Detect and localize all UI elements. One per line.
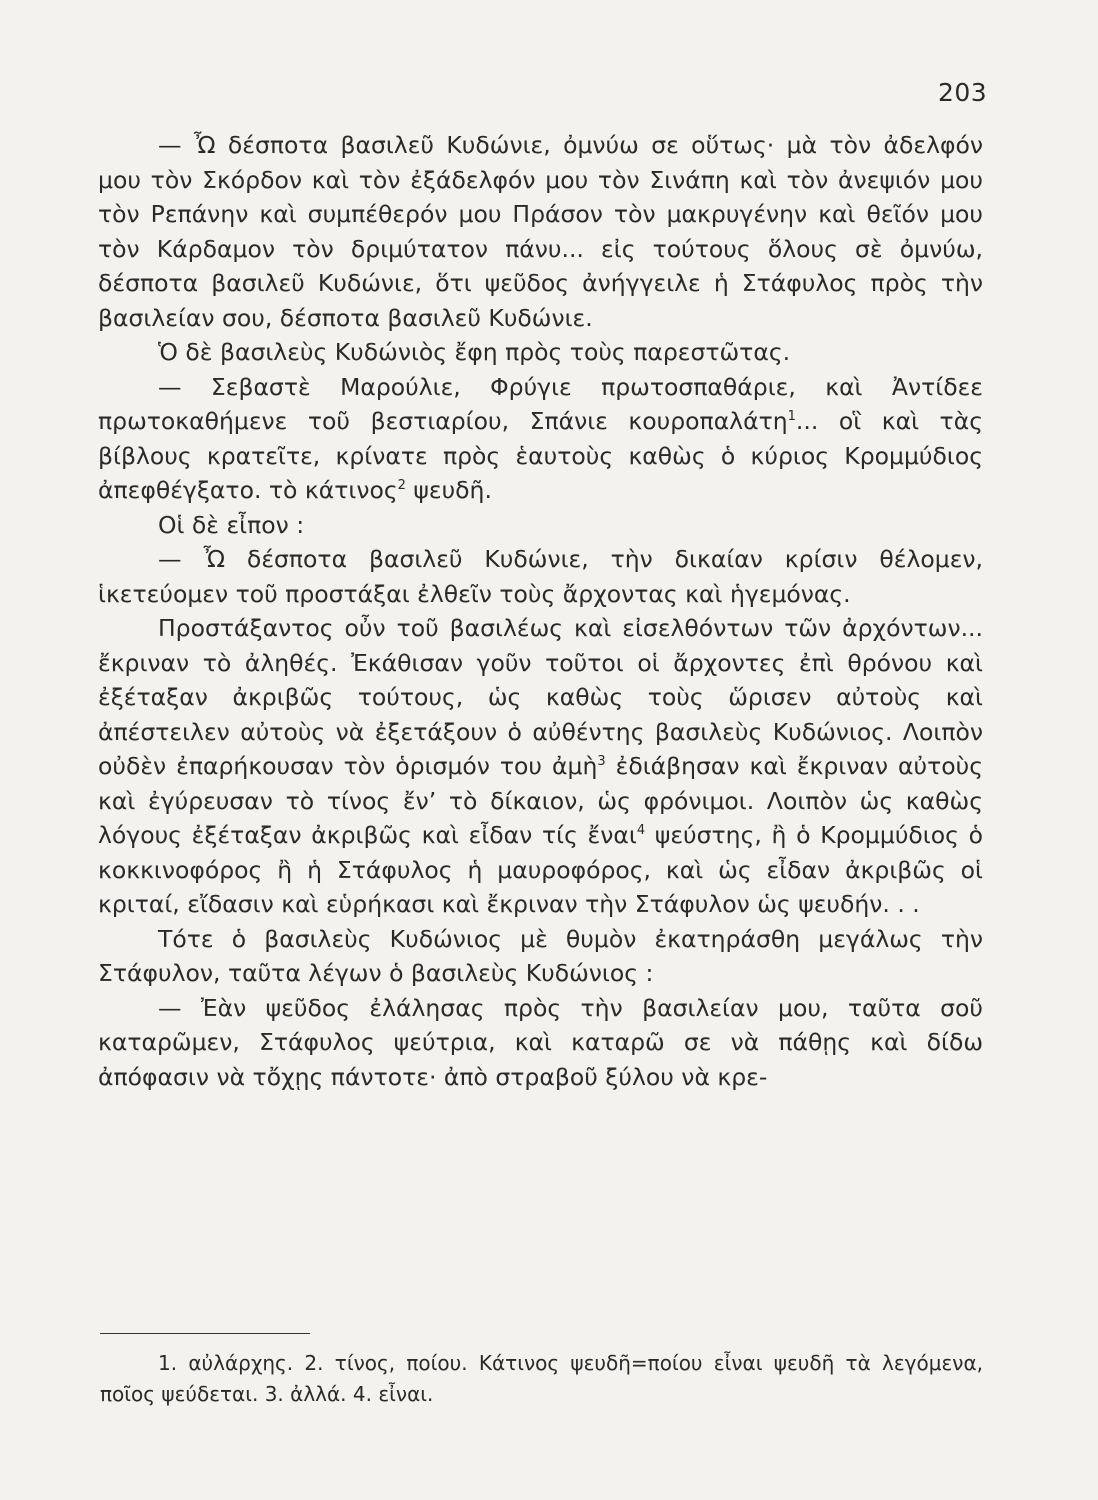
text-run: ψευδῆ. (405, 476, 492, 504)
paragraph-plea: — Ὦ δέσποτα βασιλεῦ Κυδώνιε, τὴν δικαίαν κρίσιν θέλομεν, ἱκετεύομεν τοῦ προστάξαι ἐλθεῖν τοὺς ἄρχοντας καὶ ἡγεμόνας. (98, 545, 983, 608)
footnote-ref-1: 1 (787, 409, 796, 425)
text-run: ... οἳ καὶ τὰς βίβλους κρατεῖτε, κρίνατε πρὸς ἑαυτοὺς καθὼς ὁ κύριος Κρομμύδιος ἀπεφθέγξατο. τὸ κάτινος (98, 407, 983, 504)
footnote-ref-3: 3 (597, 754, 606, 770)
text-run: Προστάξαντος οὖν τοῦ βασιλέως καὶ εἰσελθόντων τῶν ἀρχόντων... ἔκριναν τὸ ἀληθές. Ἐκάθισαν γοῦν τοῦτοι οἱ ἄρχοντες ἐπὶ θρόνου καὶ ἐξέταξαν ἀκριβῶς τούτους, ὡς καθὼς τοὺς ὥρισεν αὐτοὺς καὶ ἀπέστειλεν αὐτοὺς νὰ ἐξετάξουν ὁ αὐθέντης βασιλεὺς Κυδώνιος. Λοιπὸν οὐδὲν ἐπαρήκουσαν τὸν ὁρισμόν του ἀμὴ (98, 614, 983, 780)
paragraph-judgement (98, 611, 983, 922)
body-text (98, 128, 983, 1094)
footnote-ref-2: 2 (397, 478, 406, 494)
paragraph-they-said: Οἱ δὲ εἶπον : (158, 510, 305, 539)
text-run: ψεύστης, ἢ ὁ Κρομμύδιος ὁ κοκκινοφόρος ἢ ἡ Στάφυλος ἡ μαυροφόρος, καὶ ὡς εἶδαν ἀκριβῶς οἱ κριταί, εἴδασιν καὶ εὑρήκασι καὶ ἔκριναν τὴν Στάφυλον ὡς ψευδήν. . . (98, 821, 983, 918)
paragraph-king-address (98, 370, 983, 508)
paragraph-king-speaks: Ὁ δὲ βασιλεὺς Κυδώνιὸς ἔφη πρὸς τοὺς παρεστῶτας. (158, 338, 791, 366)
footnote-ref-4: 4 (636, 823, 646, 839)
footnotes: 1. αὐλάρχης. 2. τίνος, ποίου. Κάτινος ψευδῆ=ποίου εἶναι ψευδῆ τὰ λεγόμενα, ποῖος ψεύδεται. 3. ἀλλά. 4. εἶναι. (100, 1351, 983, 1406)
paragraph-oath: — Ὦ δέσποτα βασιλεῦ Κυδώνιε, ὀμνύω σε οὕτως· μὰ τὸν ἀδελφόν μου τὸν Σκόρδον καὶ τὸν ἐξάδελφόν μου τὸν Σινάπη καὶ τὸν ἀνεψιόν μου τὸν Ρεπάνην καὶ συμπέθερόν μου Πράσον τὸν μακρυγένην καὶ θεῖόν μου τὸν Κάρδαμον τὸν δριμύτατον πάνυ... εἰς τούτους ὅλους σὲ ὀμνύω, δέσποτα βασιλεῦ Κυδώνιε, ὅτι ψεῦδος ἀνήγγειλε ἡ Στάφυλος πρὸς τὴν βασιλείαν σου, δέσποτα βασιλεῦ Κυδώνιε. (98, 131, 983, 332)
text-run: ἐδιάβησαν καὶ ἔκριναν αὐτοὺς καὶ ἐγύρευσαν τὸ τίνος ἔν’ τὸ δίκαιον, ὡς φρόνιμοι. Λοιπὸν ὡς καθὼς λόγους ἐξέταξαν ἀκριβῶς καὶ εἶδαν τίς ἔναι (98, 752, 983, 849)
page-number: 203 (938, 78, 988, 107)
paragraph-curse-intro: Τότε ὁ βασιλεὺς Κυδώνιος μὲ θυμὸν ἐκατηράσθη μεγάλως τὴν Στάφυλον, ταῦτα λέγων ὁ βασιλεὺς Κυδώνιος : (98, 924, 983, 987)
paragraph-curse: — Ἐὰν ψεῦδος ἐλάλησας πρὸς τὴν βασιλείαν μου, ταῦτα σοῦ καταρῶμεν, Στάφυλος ψεύτρια, καὶ καταρῶ σε νὰ πάθῃς καὶ δίδω ἀπόφασιν νὰ τὄχῃς πάντοτε· ἀπὸ στραβοῦ ξύλου νὰ κρε- (98, 993, 983, 1091)
footnote-divider (100, 1333, 310, 1334)
text-run: — Σεβαστὲ Μαρούλιε, Φρύγιε πρωτοσπαθάριε, καὶ Ἀντίδεε πρωτοκαθήμενε τοῦ βεστιαρίου, Σπάνιε κουροπαλάτη (98, 372, 983, 435)
